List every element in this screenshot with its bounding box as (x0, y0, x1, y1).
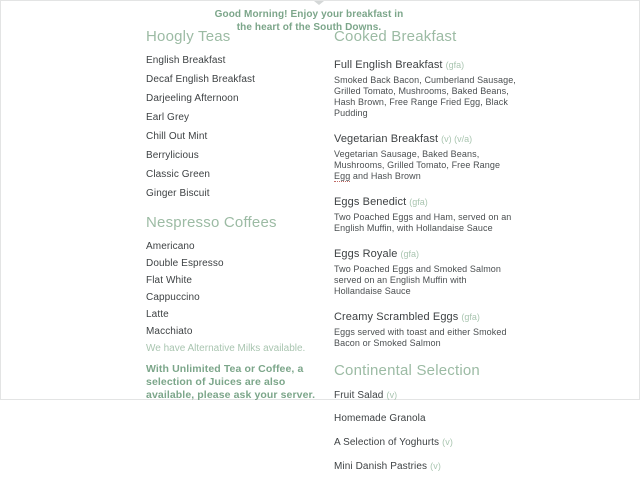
dish-description: Eggs served with toast and either Smoked Bacon or Smoked Salmon (334, 327, 507, 348)
dish-name: Vegetarian Breakfast (334, 133, 439, 145)
dish-item (334, 192, 517, 234)
dish-title (334, 307, 517, 325)
menu-item: Americano (146, 241, 195, 252)
menu-item: Cappuccino (146, 292, 200, 303)
continental-item (334, 460, 517, 473)
milk-note: We have Alternative Milks available. (146, 343, 306, 354)
chevron-down-icon (314, 1, 324, 5)
dietary-tag: (v) (430, 461, 441, 471)
juice-note: With Unlimited Tea or Coffee, a selection of Juices are also available, please ask your server. (146, 363, 316, 401)
food-column (334, 28, 517, 484)
continental-item (334, 389, 517, 402)
dish-item (334, 55, 517, 119)
menu-item: Flat White (146, 275, 193, 286)
menu-item: English Breakfast (146, 55, 226, 66)
menu-item: Darjeeling Afternoon (146, 93, 239, 104)
dish-title (334, 244, 517, 262)
dietary-tag: (v) (442, 437, 453, 447)
dietary-tag: (gfa) (445, 60, 465, 70)
continental-list (334, 389, 517, 473)
menu-item: Macchiato (146, 326, 193, 337)
menu-item: Ginger Biscuit (146, 188, 210, 199)
dish-name: Full English Breakfast (334, 59, 443, 71)
drinks-column (146, 28, 322, 402)
menu-item: Decaf English Breakfast (146, 74, 256, 85)
continental-item (334, 413, 517, 425)
dietary-tag: (gfa) (409, 197, 428, 207)
menu-item: Double Espresso (146, 258, 224, 269)
dish-item (334, 129, 517, 182)
cooked-breakfast-list (334, 55, 517, 349)
dish-title (334, 129, 517, 147)
coffees-heading: Nespresso Coffees (146, 214, 277, 231)
intro-line-2: the heart of the South Downs. (236, 22, 382, 33)
menu-item: Berrylicious (146, 150, 199, 161)
dish-name: Eggs Benedict (334, 196, 407, 208)
dietary-tag: (v) (386, 390, 398, 400)
spellcheck-underline: Egg (334, 171, 351, 181)
tea-list (146, 55, 322, 199)
dish-description: Smoked Back Bacon, Cumberland Sausage, Grilled Tomato, Mushrooms, Baked Beans, Hash Brown, Free Range Fried Egg, Black Pudding (334, 75, 516, 118)
dish-item (334, 307, 517, 349)
dish-name: Creamy Scrambled Eggs (334, 311, 459, 323)
dish-title (334, 192, 517, 210)
teas-heading: Hoogly Teas (146, 28, 231, 45)
intro-line-1: Good Morning! Enjoy your breakfast in (214, 9, 404, 20)
continental-item (334, 436, 517, 449)
continental-item-name: Homemade Granola (334, 413, 426, 424)
menu-item: Classic Green (146, 169, 211, 180)
dish-name: Eggs Royale (334, 248, 398, 260)
menu-item: Latte (146, 309, 169, 320)
dish-description: Vegetarian Sausage, Baked Beans, Mushrooms, Grilled Tomato, Free Range Egg and Hash Brown (334, 149, 501, 181)
menu-item: Earl Grey (146, 112, 190, 123)
dish-description: Two Poached Eggs and Ham, served on an English Muffin, with Hollandaise Sauce (334, 212, 512, 233)
coffee-list (146, 241, 322, 337)
dietary-tag: (gfa) (461, 312, 480, 322)
continental-item-name: Mini Danish Pastries (334, 461, 428, 472)
dietary-tag: (gfa) (400, 249, 419, 259)
dietary-tag: (v) (v/a) (441, 134, 473, 144)
menu-item: Chill Out Mint (146, 131, 208, 142)
continental-heading: Continental Selection (334, 362, 480, 379)
cooked-breakfast-heading: Cooked Breakfast (334, 28, 457, 45)
continental-item-name: A Selection of Yoghurts (334, 437, 440, 448)
dish-item (334, 244, 517, 297)
dish-description: Two Poached Eggs and Smoked Salmon served on an English Muffin with Hollandaise Sauce (334, 264, 501, 296)
dish-title (334, 55, 517, 73)
continental-item-name: Fruit Salad (334, 390, 384, 401)
